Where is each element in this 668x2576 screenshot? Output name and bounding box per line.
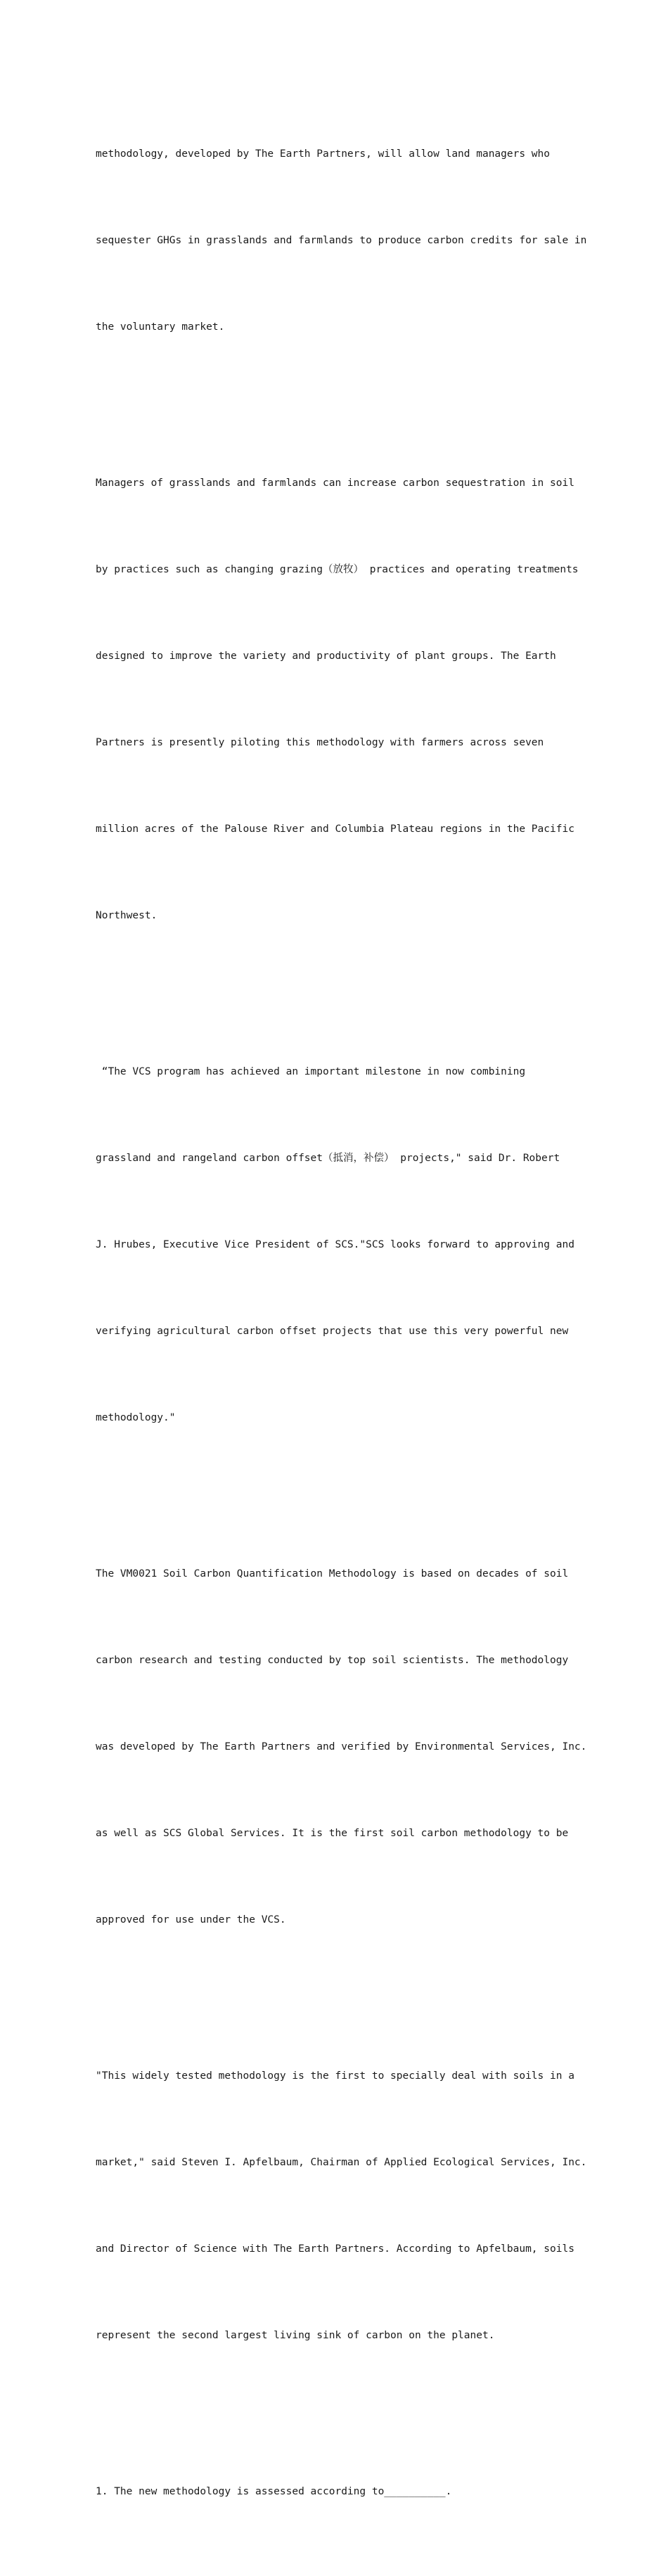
paragraph-vm0021 bbox=[96, 1502, 587, 1992]
paragraph-methodology-intro bbox=[96, 82, 587, 399]
text-line: verifying agricultural carbon offset projects that use this very powerful new bbox=[96, 1326, 569, 1337]
paragraph-vcs-quote bbox=[96, 1000, 574, 1490]
text-line: and Director of Science with The Earth Partners. According to Apfelbaum, soils bbox=[96, 2243, 574, 2255]
document-body bbox=[96, 82, 587, 2576]
paragraph-managers bbox=[96, 411, 579, 988]
text-line: J. Hrubes, Executive Vice President of SCS."SCS looks forward to approving and bbox=[96, 1239, 574, 1250]
text-line: approved for use under the VCS. bbox=[96, 1914, 286, 1925]
text-line: million acres of the Palouse River and Columbia Plateau regions in the Pacific bbox=[96, 824, 574, 835]
text-line: Partners is presently piloting this methodology with farmers across seven bbox=[96, 737, 544, 748]
text-line: market," said Steven I. Apfelbaum, Chairman of Applied Ecological Services, Inc. bbox=[96, 2157, 587, 2168]
text-line: designed to improve the variety and productivity of plant groups. The Earth bbox=[96, 651, 556, 662]
text-line: methodology, developed by The Earth Partners, will allow land managers who bbox=[96, 148, 551, 160]
text-line: as well as SCS Global Services. It is the first soil carbon methodology to be bbox=[96, 1828, 569, 1839]
text-line: grassland and rangeland carbon offset（抵消，补偿） projects," said Dr. Robert bbox=[96, 1153, 560, 1164]
text-line: Managers of grasslands and farmlands can increase carbon sequestration in soil bbox=[96, 478, 574, 489]
text-line: carbon research and testing conducted by top soil scientists. The methodology bbox=[96, 1655, 569, 1666]
text-line: The VM0021 Soil Carbon Quantification Methodology is based on decades of soil bbox=[96, 1568, 569, 1579]
text-line: “The VCS program has achieved an important milestone in now combining bbox=[96, 1066, 526, 1077]
text-line: sequester GHGs in grasslands and farmlands to produce carbon credits for sale in bbox=[96, 235, 587, 246]
text-line: "This widely tested methodology is the first to specially deal with soils in a bbox=[96, 2070, 574, 2082]
text-line: the voluntary market. bbox=[96, 321, 225, 333]
paragraph-apfelbaum-quote bbox=[96, 2004, 587, 2408]
question-1 bbox=[96, 2420, 574, 2564]
text-line: Northwest. bbox=[96, 910, 158, 921]
question-text: 1. The new methodology is assessed according to__________. bbox=[96, 2486, 452, 2497]
text-line: by practices such as changing grazing（放牧） practices and operating treatments bbox=[96, 564, 579, 575]
text-line: methodology." bbox=[96, 1412, 176, 1423]
text-line: represent the second largest living sink of carbon on the planet. bbox=[96, 2330, 495, 2341]
text-line: was developed by The Earth Partners and verified by Environmental Services, Inc. bbox=[96, 1741, 587, 1752]
